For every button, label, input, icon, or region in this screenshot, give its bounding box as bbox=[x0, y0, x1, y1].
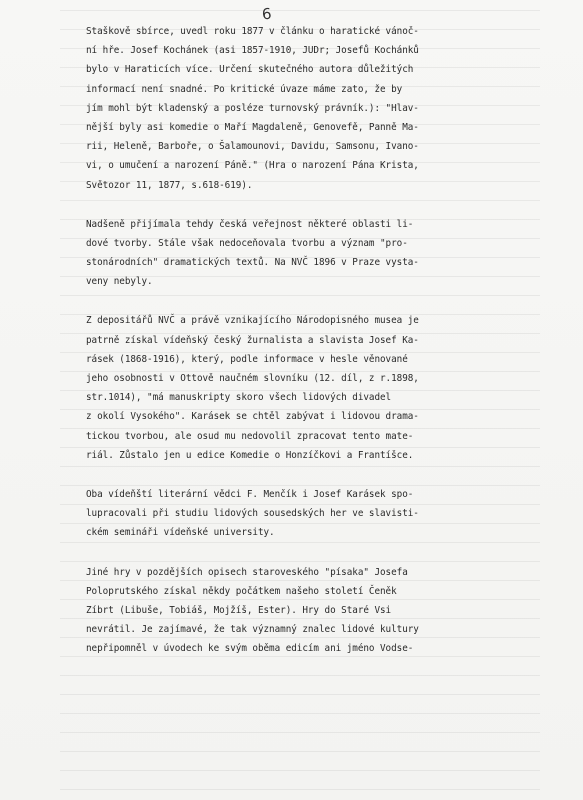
text-line: ní hře. Josef Kochánek (asi 1857-1910, JUDr; Josefů Kochánků bbox=[86, 45, 419, 57]
text-line: lupracovali při studiu lidových sousedských her ve slavisti- bbox=[86, 508, 419, 520]
page-number: 6 bbox=[261, 4, 273, 24]
text-line: stonárodních" dramatických textů. Na NVČ 1896 v Praze vysta- bbox=[86, 257, 419, 269]
text-line: rii, Heleně, Barboře, o Šalamounovi, Davidu, Samsonu, Ivano- bbox=[86, 141, 419, 153]
paragraph bbox=[86, 563, 506, 659]
text-line: ckém semináři vídeňské university. bbox=[86, 527, 275, 539]
paragraph bbox=[86, 215, 506, 292]
text-line: nější byly asi komedie o Maří Magdaleně, Genovefě, Panně Ma- bbox=[86, 121, 419, 133]
paragraph bbox=[86, 485, 506, 543]
text-line: rásek (1868-1916), který, podle informace v hesle věnované bbox=[86, 353, 408, 365]
text-line: Jiné hry v pozdějších opisech staroveského "písaka" Josefa bbox=[86, 566, 408, 578]
paragraph bbox=[86, 311, 506, 465]
text-line: patrně získal vídeňský český žurnalista a slavista Josef Ka- bbox=[86, 334, 419, 346]
text-line: informací není snadné. Po kritické úvaze máme zato, že by bbox=[86, 83, 403, 95]
text-line: veny nebyly. bbox=[86, 276, 153, 288]
text-line: Oba vídeňští literární vědci F. Menčík i Josef Karásek spo- bbox=[86, 488, 414, 500]
text-line: Nadšeně přijímala tehdy česká veřejnost některé oblasti li- bbox=[86, 218, 414, 230]
text-line: vi, o umučení a narození Páně." (Hra o narození Pána Krista, bbox=[86, 160, 419, 172]
text-line: bylo v Haraticích více. Určení skutečného autora důležitých bbox=[86, 64, 414, 76]
text-line: Z depositářů NVČ a právě vznikajícího Národopisného musea je bbox=[86, 315, 419, 327]
text-line: Poloprutského získal někdy počátkem našeho století Čeněk bbox=[86, 585, 397, 597]
text-line: Světozor 11, 1877, s.618-619). bbox=[86, 179, 253, 191]
text-line: z okolí Vysokého". Karásek se chtěl zabývat i lidovou drama- bbox=[86, 411, 419, 423]
text-line: str.1014), "má manuskripty skoro všech lidových divadel bbox=[86, 392, 392, 404]
document-body bbox=[86, 22, 506, 678]
text-line: dové tvorby. Stále však nedoceňovala tvorbu a význam "pro- bbox=[86, 237, 408, 249]
text-line: tickou tvorbou, ale osud mu nedovolil zpracovat tento mate- bbox=[86, 430, 414, 442]
text-line: nepřipomněl v úvodech ke svým oběma edicím ani jméno Vodse- bbox=[86, 643, 414, 655]
text-line: jeho osobnosti v Ottově naučném slovníku (12. díl, z r.1898, bbox=[86, 373, 419, 384]
text-line: riál. Zůstalo jen u edice Komedie o Honzíčkovi a Frantíšce. bbox=[86, 449, 414, 461]
text-line: jím mohl být kladenský a posléze turnovský právník.): "Hlav- bbox=[86, 102, 419, 114]
text-line: Staškově sbírce, uvedl roku 1877 v článku o haratické vánoč- bbox=[86, 26, 419, 37]
text-line: Zíbrt (Libuše, Tobiáš, Mojžíš, Ester). Hry do Staré Vsi bbox=[86, 604, 392, 616]
text-line: nevrátil. Je zajímavé, že tak významný znalec lidové kultury bbox=[86, 624, 419, 636]
paragraph bbox=[86, 22, 506, 195]
